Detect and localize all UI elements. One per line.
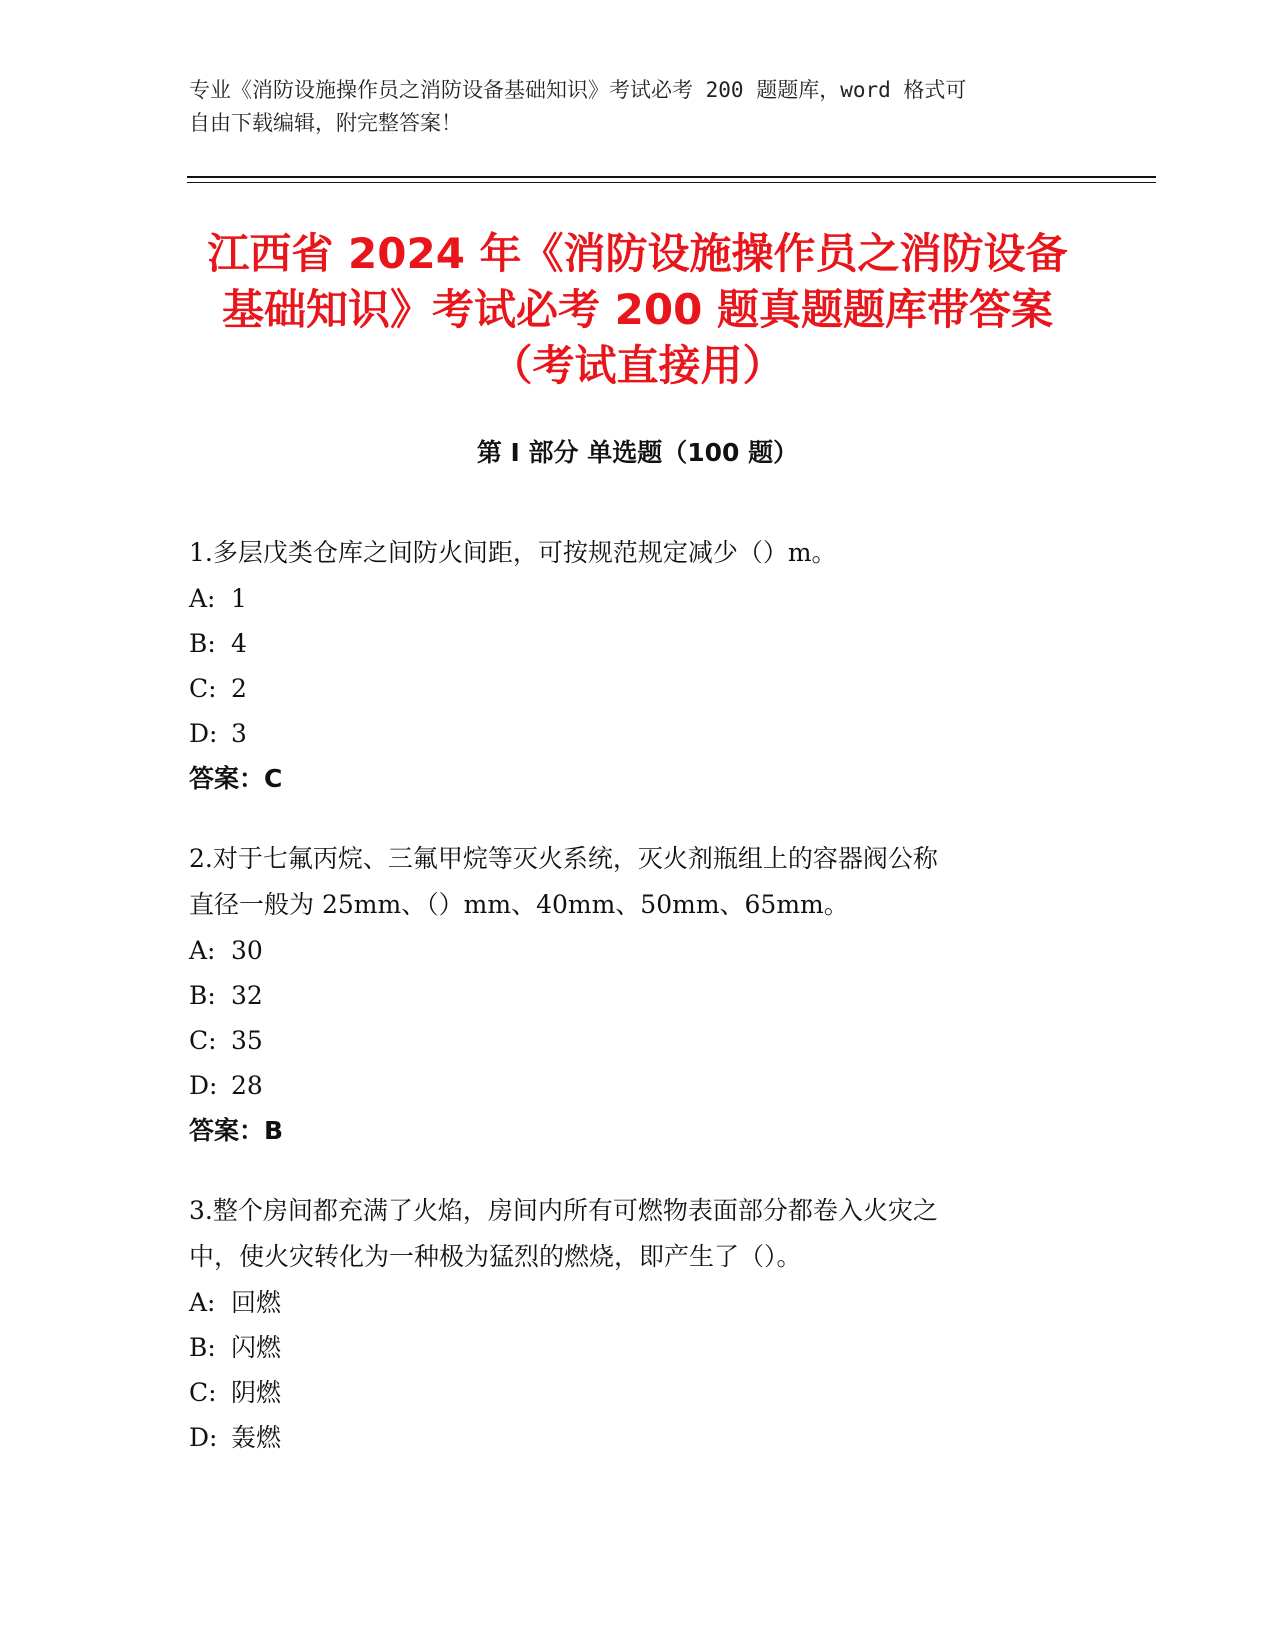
- option-b: B: 4: [189, 629, 247, 658]
- document-title: [170, 226, 1105, 394]
- option-a: A: 回燃: [189, 1288, 282, 1317]
- option-a: A: 30: [189, 936, 263, 965]
- question-stem-line1: 2.对于七氟丙烷、三氟甲烷等灭火系统，灭火剂瓶组上的容器阀公称: [189, 844, 938, 873]
- header-note: [189, 74, 1089, 140]
- option-d: D: 28: [189, 1071, 263, 1100]
- option-b: B: 32: [189, 981, 263, 1010]
- section-title: 第 I 部分 单选题（100 题）: [476, 438, 799, 467]
- answer: 答案：C: [189, 764, 283, 793]
- question-stem: 1.多层戊类仓库之间防火间距，可按规范规定减少（）m。: [189, 538, 837, 567]
- question-3: [189, 1188, 1089, 1460]
- answer: 答案：B: [189, 1116, 284, 1145]
- question-2: [189, 836, 1089, 1153]
- question-1: [189, 530, 1089, 801]
- question-stem-line1: 3.整个房间都充满了火焰，房间内所有可燃物表面部分都卷入火灾之: [189, 1196, 938, 1225]
- title-line3: （考试直接用）: [490, 341, 785, 390]
- option-c: C: 阴燃: [189, 1378, 282, 1407]
- option-b: B: 闪燃: [189, 1333, 282, 1362]
- question-list: [189, 530, 1089, 1495]
- title-line1: 江西省 2024 年《消防设施操作员之消防设备: [207, 229, 1068, 278]
- option-d: D: 轰燃: [189, 1423, 282, 1452]
- option-c: C: 35: [189, 1026, 263, 1055]
- option-d: D: 3: [189, 719, 247, 748]
- question-stem-line2: 直径一般为 25mm、（）mm、40mm、50mm、65mm。: [189, 890, 849, 919]
- header-divider-thin: [187, 182, 1156, 183]
- header-note-line2: 自由下载编辑，附完整答案！: [189, 111, 462, 135]
- header-note-line1: 专业《消防设施操作员之消防设备基础知识》考试必考 200 题题库，word 格式可: [189, 78, 967, 102]
- option-a: A: 1: [189, 584, 247, 613]
- title-line2: 基础知识》考试必考 200 题真题题库带答案: [222, 285, 1053, 334]
- option-c: C: 2: [189, 674, 247, 703]
- header-divider-thick: [187, 176, 1156, 178]
- question-stem-line2: 中，使火灾转化为一种极为猛烈的燃烧，即产生了（）。: [189, 1242, 802, 1271]
